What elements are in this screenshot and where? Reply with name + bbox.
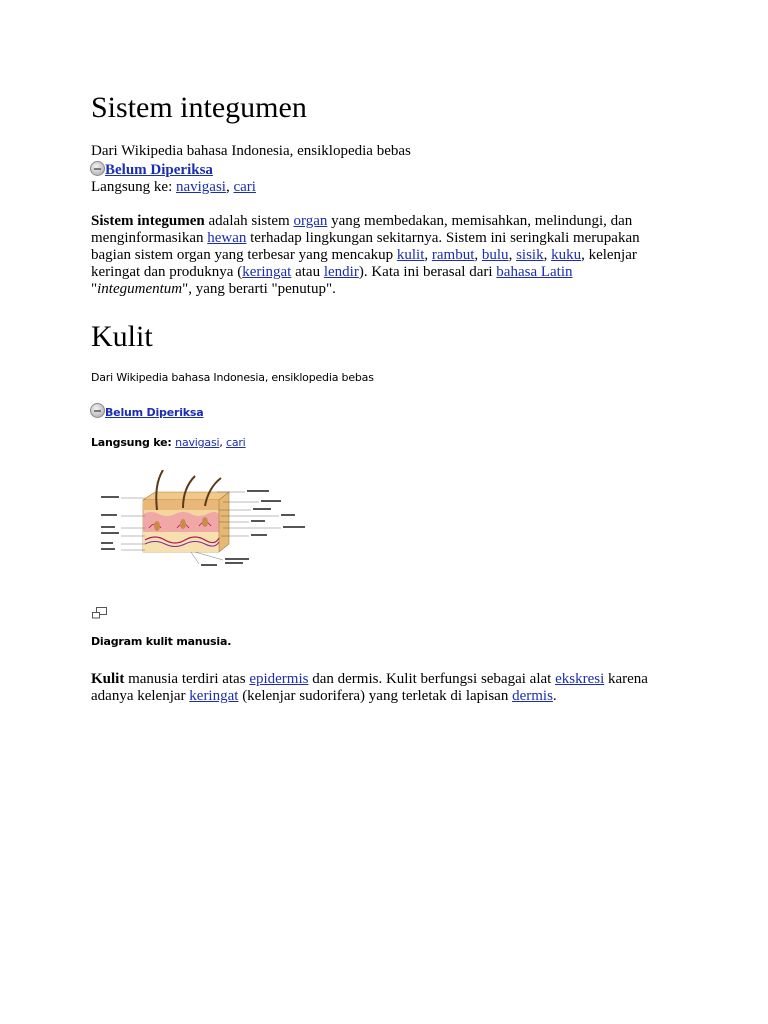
article-title-sistem-integumen: Sistem integumen — [91, 91, 307, 124]
unreviewed-badge-icon — [90, 161, 105, 176]
link-epidermis[interactable]: epidermis — [249, 671, 309, 687]
paragraph-line: keringat dan produknya (keringat atau lendir). Kata ini berasal dari bahasa Latin — [91, 264, 573, 280]
image-caption: Diagram kulit manusia. — [91, 635, 232, 648]
jump-navigation-link[interactable]: navigasi — [175, 179, 226, 195]
jump-to-label: Langsung ke: — [91, 436, 176, 449]
review-status — [90, 403, 203, 420]
link-kulit[interactable]: kulit — [396, 247, 425, 263]
link-lendir[interactable]: lendir — [323, 264, 359, 280]
paragraph-line: Sistem integumen adalah sistem organ yang membedakan, memisahkan, melindungi, dan — [91, 213, 633, 229]
article-source-line: Dari Wikipedia bahasa Indonesia, ensiklopedia bebas — [91, 143, 411, 159]
unreviewed-badge-icon — [90, 403, 105, 418]
link-kuku[interactable]: kuku — [551, 247, 582, 263]
jump-search-link[interactable]: cari — [233, 179, 256, 195]
skin-diagram-image[interactable] — [99, 470, 309, 570]
kulit-paragraph — [91, 671, 666, 705]
link-dermis[interactable]: dermis — [512, 688, 553, 704]
enlarge-image-icon[interactable] — [92, 607, 107, 619]
review-status-link[interactable]: Belum Diperiksa — [105, 406, 204, 419]
link-bahasa-latin[interactable]: bahasa Latin — [496, 264, 573, 280]
intro-paragraph — [91, 213, 666, 298]
jump-to-label: Langsung ke: — [91, 179, 176, 195]
review-status-link[interactable]: Belum Diperiksa — [105, 162, 213, 178]
link-keringat[interactable]: keringat — [189, 688, 239, 704]
link-organ[interactable]: organ — [293, 213, 328, 229]
paragraph-line: bagian sistem organ yang terbesar yang mencakup kulit, rambut, bulu, sisik, kuku, kelenjar — [91, 247, 637, 263]
link-rambut[interactable]: rambut — [431, 247, 475, 263]
paragraph-line: Kulit manusia terdiri atas epidermis dan dermis. Kulit berfungsi sebagai alat ekskresi karena — [91, 671, 648, 687]
link-keringat[interactable]: keringat — [242, 264, 292, 280]
article-source-line: Dari Wikipedia bahasa Indonesia, ensiklopedia bebas — [91, 371, 374, 384]
article-title-kulit: Kulit — [91, 320, 153, 353]
jump-to-line: Langsung ke: navigasi, cari — [91, 436, 246, 449]
paragraph-line: adanya kelenjar keringat (kelenjar sudorifera) yang terletak di lapisan dermis. — [91, 688, 557, 704]
paragraph-line: menginformasikan hewan terhadap lingkungan sekitarnya. Sistem ini seringkali merupakan — [91, 230, 640, 246]
jump-to-line: Langsung ke: navigasi, cari — [91, 179, 256, 195]
link-bulu[interactable]: bulu — [481, 247, 509, 263]
jump-navigation-link[interactable]: navigasi — [175, 436, 220, 449]
link-ekskresi[interactable]: ekskresi — [555, 671, 605, 687]
link-hewan[interactable]: hewan — [207, 230, 247, 246]
jump-search-link[interactable]: cari — [225, 436, 246, 449]
review-status — [90, 161, 213, 179]
paragraph-line: "integumentum", yang berarti "penutup". — [91, 281, 336, 297]
link-sisik[interactable]: sisik — [516, 247, 544, 263]
